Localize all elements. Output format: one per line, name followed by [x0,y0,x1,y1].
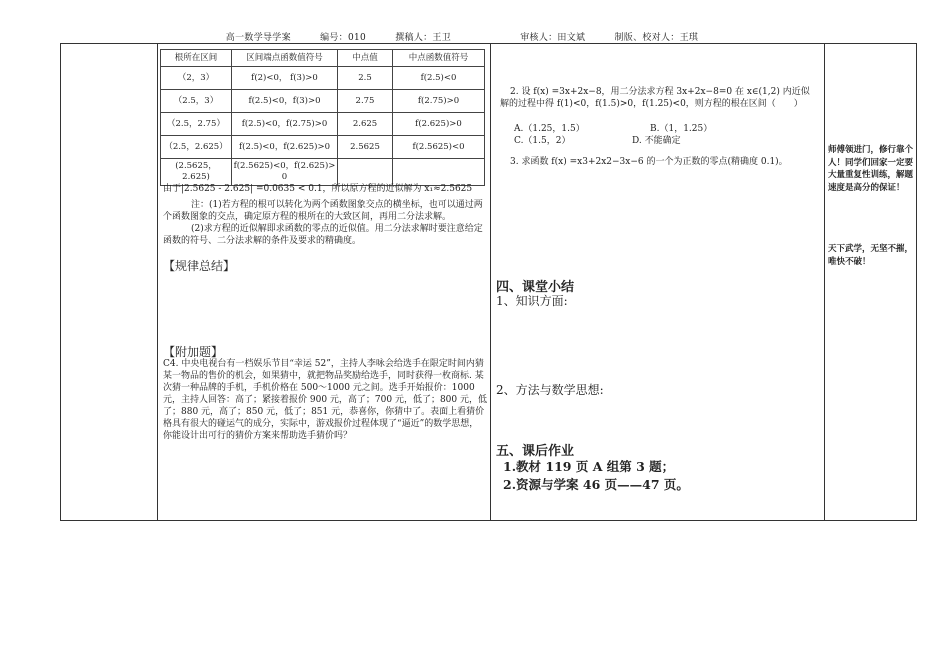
conclusion-text: 由于|2.5625 - 2.625| =0.0635 < 0.1，所以原方程的近似解为 x₁≈2.5625 [163,184,473,194]
column-divider-1 [157,43,158,521]
table-cell: f(2.625)>0 [393,113,485,136]
bisection-table [160,49,485,186]
table-row [161,113,485,136]
option-a: A.（1.25，1.5） [514,124,585,134]
note-2: (2)求方程的近似解即求函数的零点的近似值。用二分法求解时要注意给定函数的符号、二分法求解的条件及要求的精确度。 [163,224,483,246]
method-label: 2、方法与数学思想: [496,383,604,397]
table-cell: f(2.5625)<0，f(2.625)> 0 [232,159,338,186]
option-b: B.（1，1.25） [650,124,713,134]
table-row [161,159,485,186]
option-c: C.（1.5，2） [514,136,571,146]
course-title: 高一数学导学案 [225,33,291,43]
section-5-heading: 五、课后作业 [496,444,575,459]
table-cell: f(2.75)>0 [393,90,485,113]
extra-problem-heading: 【附加题】 [163,345,224,359]
table-cell: f(2.5)<0 [393,67,485,90]
page-header [0,30,950,43]
table-cell: （2.5，2.625） [161,136,232,159]
table-cell: f(2.5)<0，f(2.625)>0 [232,136,338,159]
side-note-2: 天下武学，无坚不摧，唯快不破！ [828,244,914,267]
column-header: 区间端点函数值符号 [232,50,338,67]
table-cell: f(2.5)<0，f(2.75)>0 [232,113,338,136]
table-row [161,67,485,90]
table-cell [393,159,485,186]
table-cell [338,159,393,186]
question-3: 3. 求函数 f(x) =x3+2x2−3x−6 的一个为正数的零点(精确度 0.1)。 [510,157,788,167]
table-cell: 2.5 [338,67,393,90]
table-cell: （2.5，2.75） [161,113,232,136]
note-1: 注：(1)若方程的根可以转化为两个函数图象交点的横坐标，也可以通过两个函数图象的交点，确定原方程的根所在的大致区间，再用二分法求解。 [163,200,483,222]
side-note-1: 师傅领进门，修行靠个人！同学们回家一定要大量重复性训练，解题速度是高分的保证！ [828,145,914,193]
column-header: 中点值 [338,50,393,67]
table-cell: 2.75 [338,90,393,113]
table-row [161,90,485,113]
table-cell: （2.5，3） [161,90,232,113]
editor: 制版、校对人：王琪 [614,33,699,43]
column-header: 根所在区间 [161,50,232,67]
table-cell: f(2.5625)<0 [393,136,485,159]
table-cell: 2.625 [338,113,393,136]
table-cell: (2.5625，2.625) [161,159,232,186]
question-2: 2. 设 f(x) =3x+2x−8，用二分法求方程 3x+2x−8=0 在 x∈(1,2) 内近似解的过程中得 f(1)<0，f(1.5)>0，f(1.25)<0，则方程的根在区间（ ） [500,87,810,109]
knowledge-label: 1、知识方面: [496,294,568,308]
extra-problem-text: C4. 中央电视台有一档娱乐节目“幸运 52”，主持人李咏会给选手在限定时间内猜某一物品的售价的机会，如果猜中，就把物品奖励给选手，同时获得一枚商标. 某次猜一种品牌的手机，手机价格在 500～1000 元之间。选手开始报价：1000 元，主持人回答：高了；紧接着报价 900 元，高了；700 元，低了；800 元，低了；880 元，高了；850 元，低了；851 元，恭喜你，你猜中了。表面上看猜价格具有很大的碰运气的成分，实际中，游戏报价过程体现了“逼近”的数学思想，你能设计出可行的猜价方案来帮助选手猜价吗？ [163,359,487,441]
reviewer: 审核人：田文斌 [520,33,586,43]
section-4-heading: 四、课堂小结 [496,280,575,295]
table-header-row [161,50,485,67]
rule-summary-heading: 【规律总结】 [163,259,236,273]
column-divider-2 [490,43,491,521]
column-header: 中点函数值符号 [393,50,485,67]
table-row [161,136,485,159]
table-cell: 2.5625 [338,136,393,159]
homework-1: 1.教材 119 页 A 组第 3 题； [503,459,675,474]
author: 撰稿人：王卫 [395,33,452,43]
column-divider-3 [824,43,825,521]
table-cell: f(2.5)<0，f(3)>0 [232,90,338,113]
doc-number: 编号：010 [320,33,367,43]
table-cell: （2，3） [161,67,232,90]
table-cell: f(2)<0， f(3)>0 [232,67,338,90]
homework-2: 2.资源与学案 46 页——47 页。 [503,477,689,492]
option-d: D. 不能确定 [632,136,681,146]
